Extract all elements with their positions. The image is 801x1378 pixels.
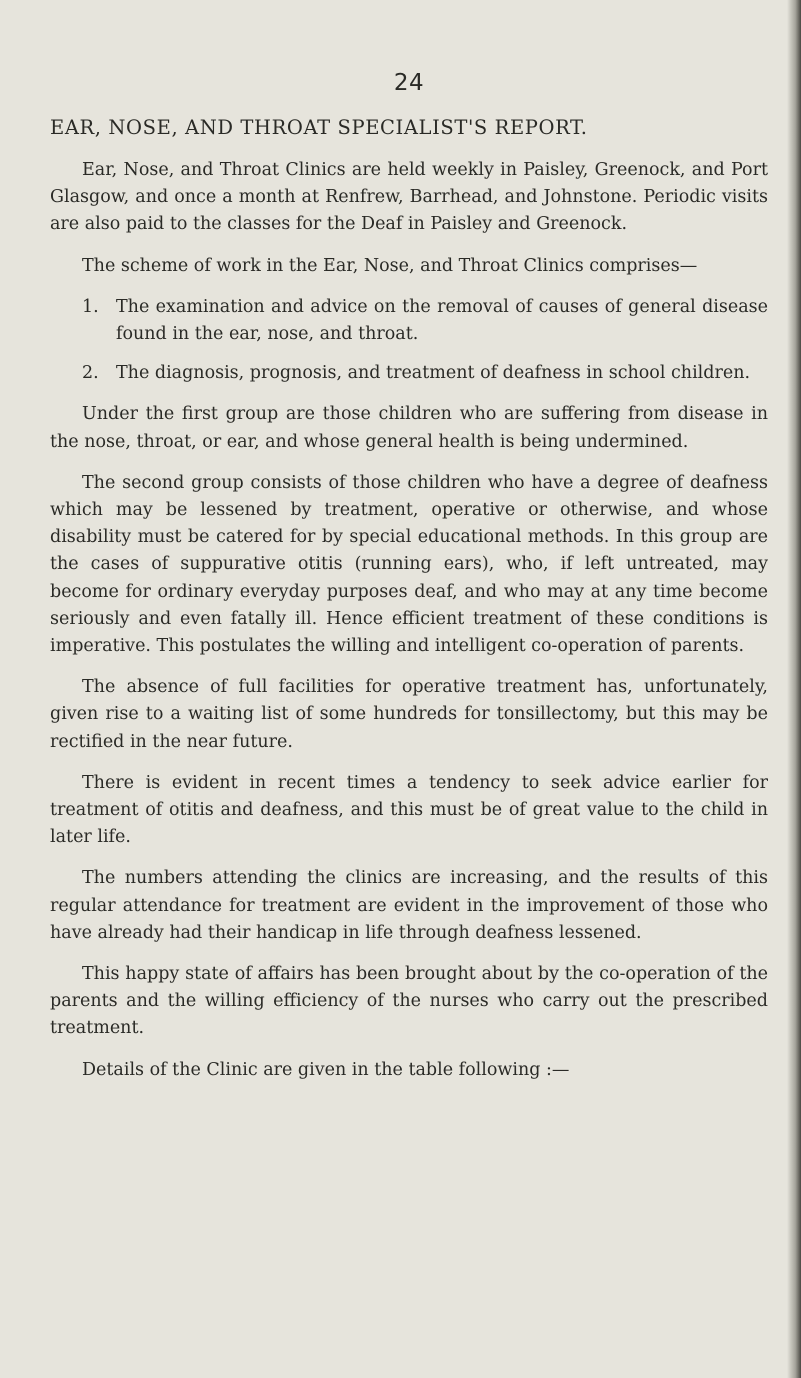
body-paragraph: There is evident in recent times a tendency to seek advice earlier for treatment of otitis and deafness, and this must be of great value to the child in later life. [50, 772, 768, 848]
scheme-item [50, 294, 768, 348]
scheme-item-text: The diagnosis, prognosis, and treatment of deafness in school children. [116, 363, 751, 384]
scheme-item [50, 360, 768, 387]
page-number: 24 [393, 70, 425, 96]
body-paragraph: Under the first group are those children who are suffering from disease in the nose, throat, or ear, and whose general health is being undermined. [50, 404, 768, 452]
body-paragraph: The numbers attending the clinics are increasing, and the results of this regular attendance for treatment are evident in the improvement of those who have already had their handicap in life through deafness lessened. [50, 868, 768, 943]
intro-paragraph: Ear, Nose, and Throat Clinics are held weekly in Paisley, Greenock, and Port Glasgow, and once a month at Renfrew, Barrhead, and Johnstone. Periodic visits are also paid to the classes for the Deaf in Paisley and Greenock. [50, 160, 768, 235]
page-edge-shadow [787, 0, 801, 1378]
report-content [50, 70, 768, 1098]
scheme-list [50, 294, 768, 388]
scheme-item-text: The examination and advice on the removal of causes of general disease found in the ear, nose, and throat. [116, 296, 768, 345]
report-heading: EAR, NOSE, AND THROAT SPECIALIST'S REPORT. [50, 116, 588, 139]
scheme-item-number: 1. [82, 296, 99, 317]
body-paragraph: This happy state of affairs has been brought about by the co-operation of the parents and the willing efficiency of the nurses who carry out the prescribed treatment. [50, 964, 768, 1039]
body-paragraph: The second group consists of those children who have a degree of deafness which may be lessened by treatment, operative or otherwise, and whose disability must be catered for by special educational methods. In this group are the cases of suppurative otitis (running ears), who, if left untreated, may become for ordinary everyday purposes deaf, and who may at any time become seriously and even fatally ill. Hence efficient treatment of these conditions is imperative. This postulates the willing and intelligent co-operation of parents. [50, 472, 768, 657]
closing-paragraph: Details of the Clinic are given in the table following :— [82, 1059, 570, 1080]
body-paragraph: The absence of full facilities for operative treatment has, unfortunately, given rise to a waiting list of some hundreds for tonsillectomy, but this may be rectified in the near future. [50, 677, 768, 752]
scheme-intro-paragraph: The scheme of work in the Ear, Nose, and Throat Clinics comprises— [82, 255, 698, 276]
scheme-item-number: 2. [82, 363, 99, 384]
